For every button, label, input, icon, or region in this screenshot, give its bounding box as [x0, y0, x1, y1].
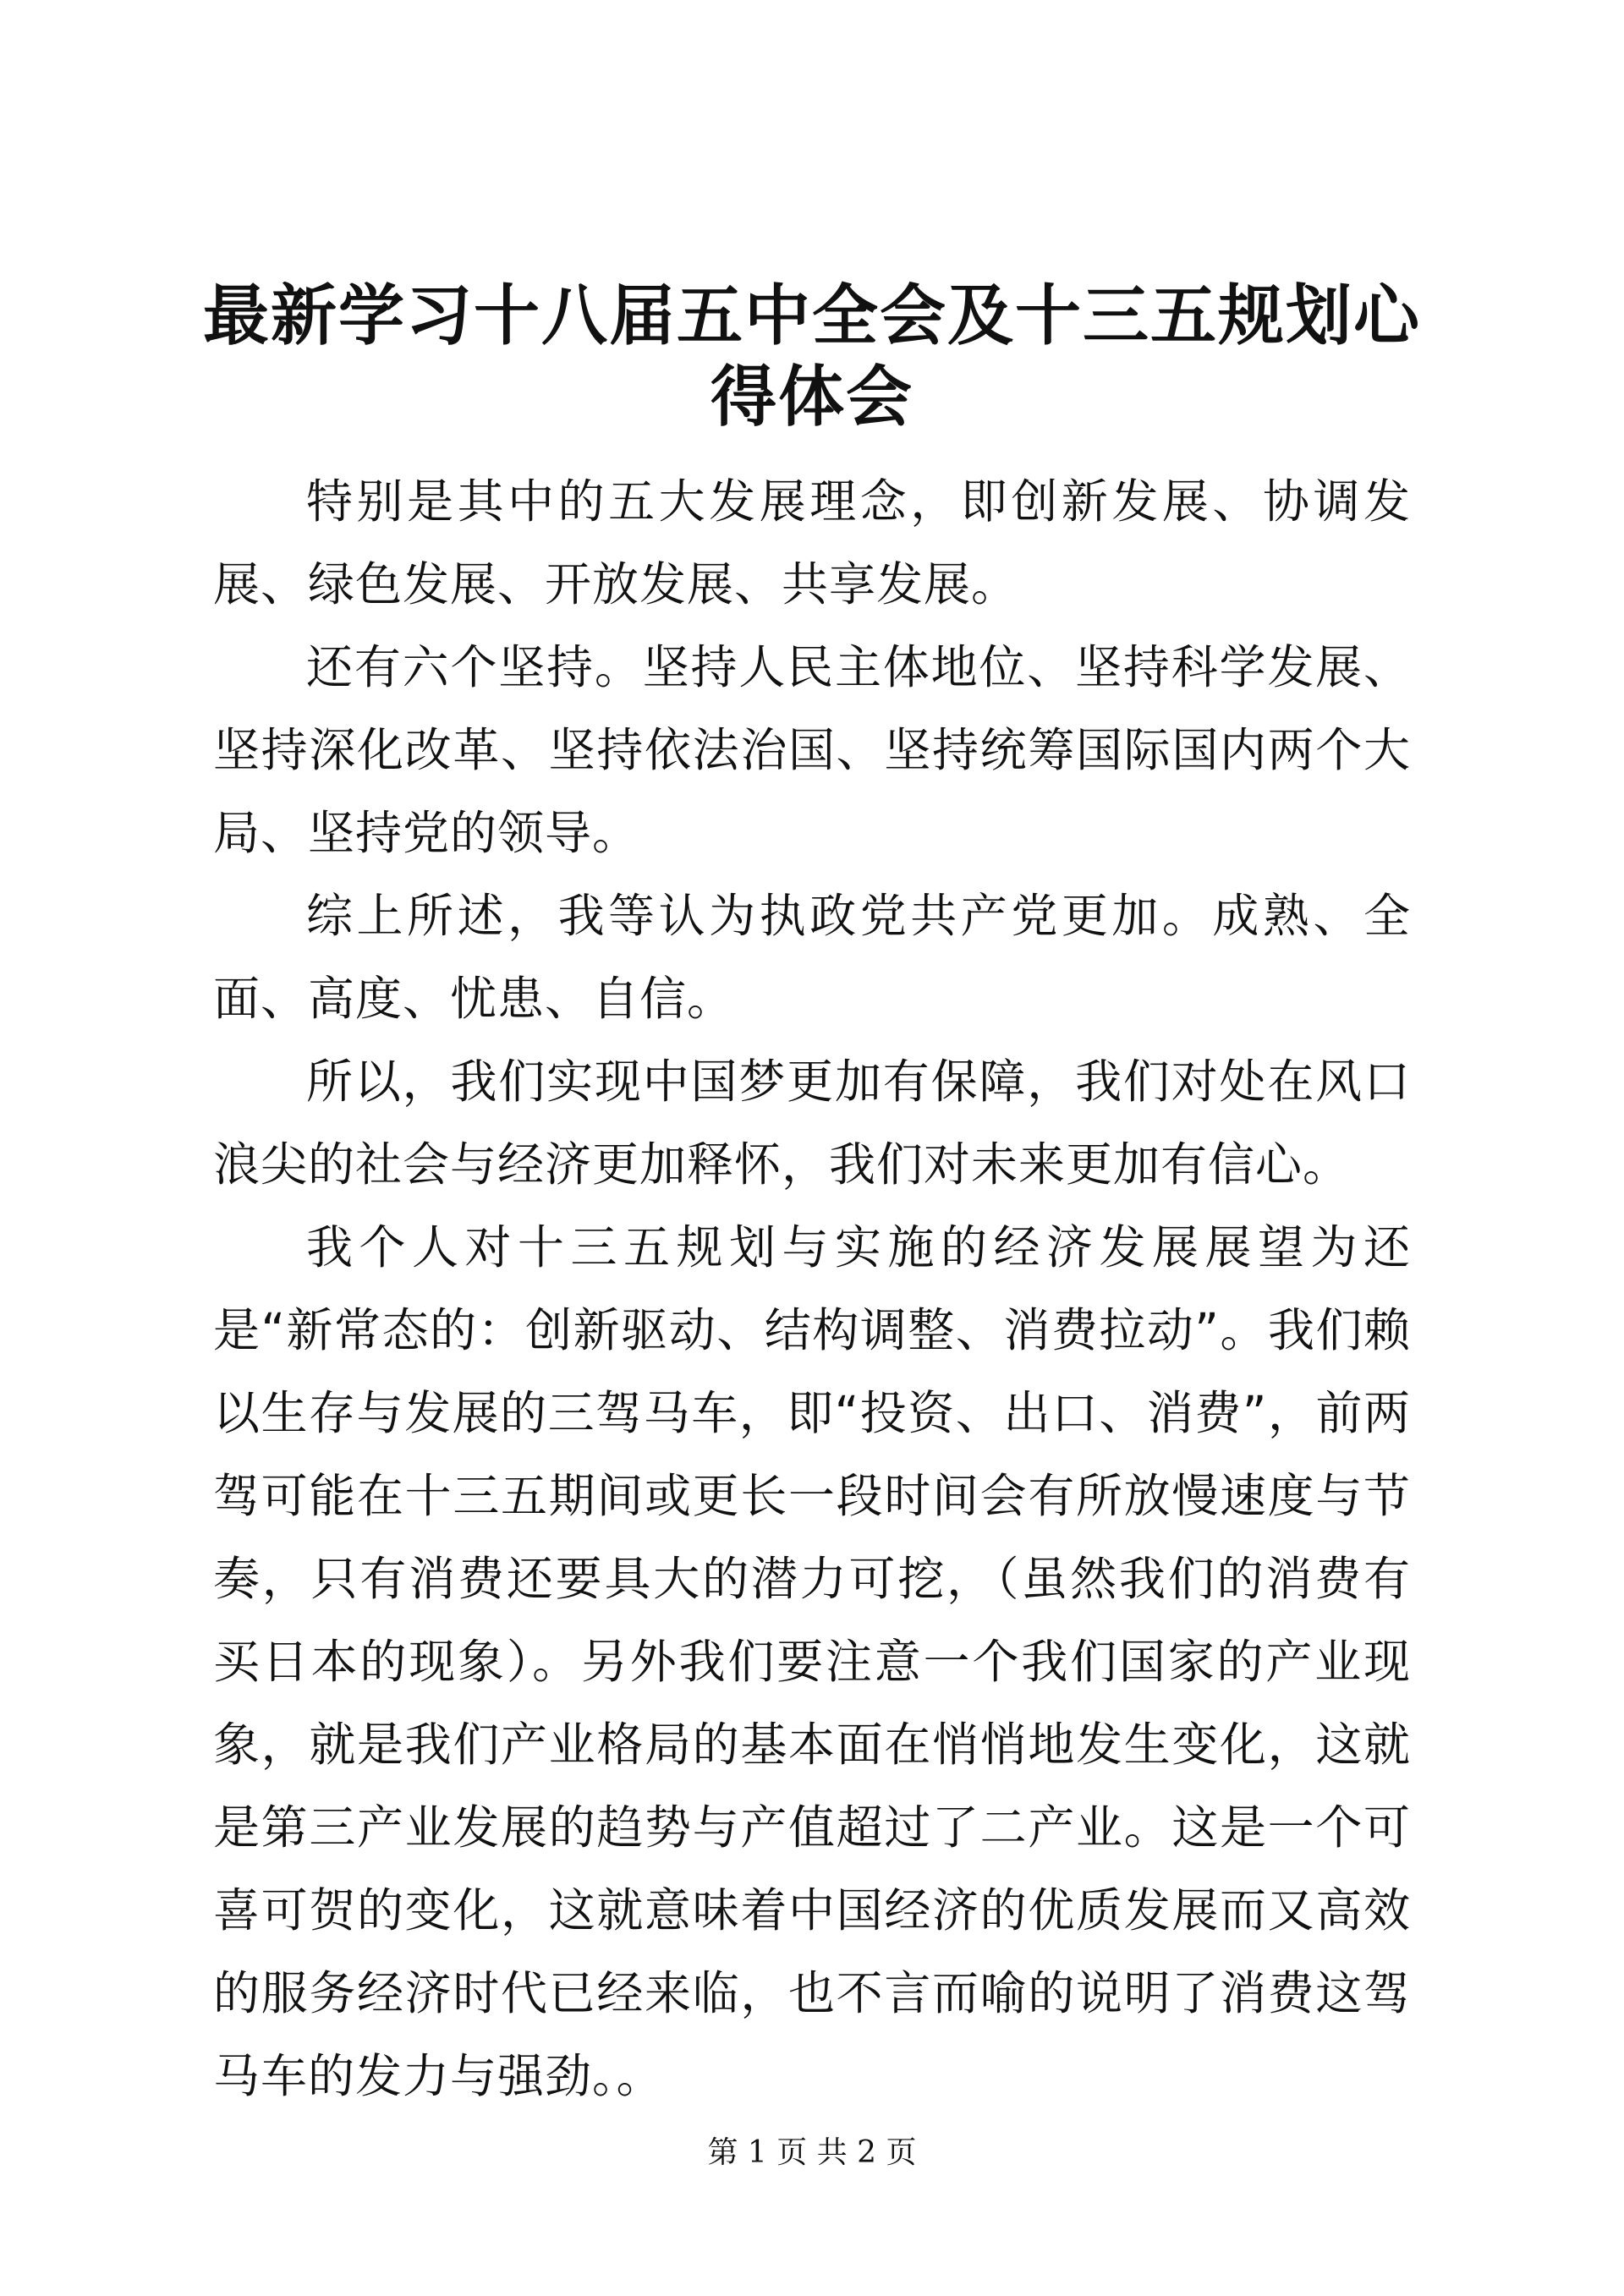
paragraph-six-principles: 还有六个坚持。坚持人民主体地位、坚持科学发展、坚持深化改革、坚持依法治国、坚持统筹国际国内两个大局、坚持党的领导。	[213, 640, 1411, 860]
paragraph-economic-outlook: 我个人对十三五规划与实施的经济发展展望为还是“新常态的：创新驱动、结构调整、消费拉动”。我们赖以生存与发展的三驾马车，即“投资、出口、消费”，前两驾可能在十三五期间或更长一段时间会有所放慢速度与节奏，只有消费还要具大的潜力可挖，（虽然我们的消费有买日本的现象）。另外我们要注意一个我们国家的产业现象，就是我们产业格局的基本面在悄悄地发生变化，这就是第三产业发展的趋势与产值超过了二产业。这是一个可喜可贺的变化，这就意味着中国经济的优质发展而又高效的服务经济时代已经来临，也不言而喻的说明了消费这驾马车的发力与强劲。。	[213, 1220, 1411, 2103]
paragraph-chinese-dream: 所以，我们实现中国梦更加有保障，我们对处在风口浪尖的社会与经济更加释怀，我们对未来更加有信心。	[213, 1055, 1411, 1192]
document-title: 最新学习十八届五中全会及十三五规划心得体会	[203, 277, 1422, 436]
page-number-footer: 第 1 页 共 2 页	[707, 2135, 917, 2170]
document-body	[213, 460, 1411, 2118]
paragraph-development-concepts: 特别是其中的五大发展理念，即创新发展、协调发展、绿色发展、开放发展、共享发展。	[213, 474, 1411, 611]
paragraph-conclusion: 综上所述，我等认为执政党共产党更加。成熟、全面、高度、忧患、自信。	[213, 889, 1411, 1026]
